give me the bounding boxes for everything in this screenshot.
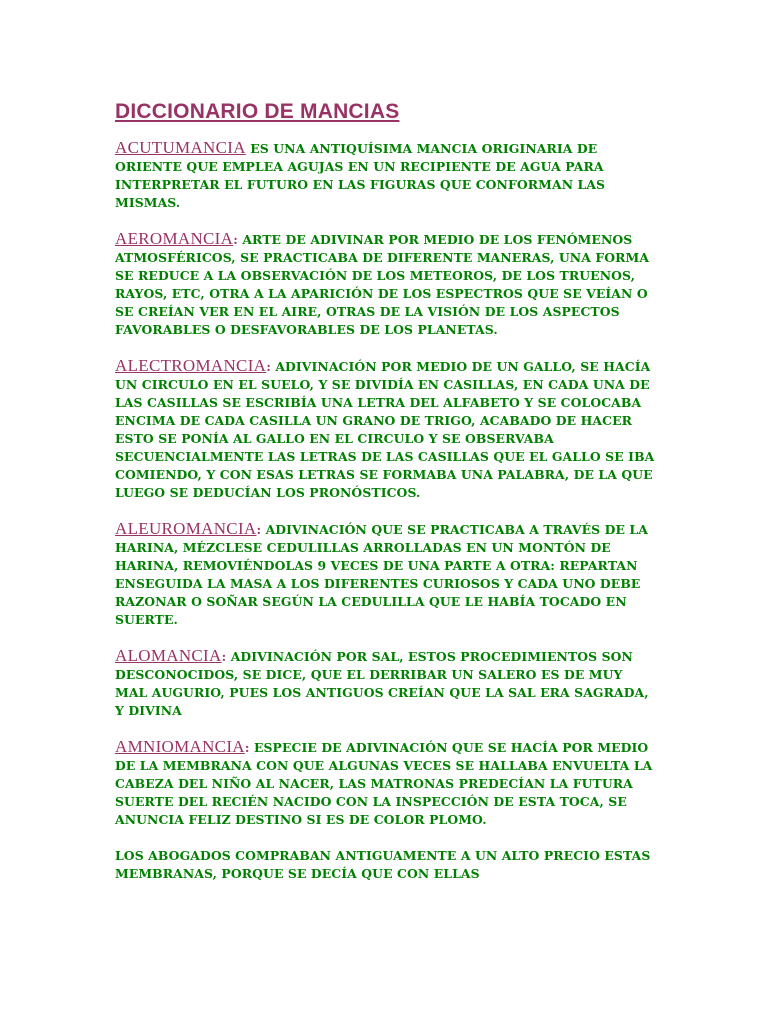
entry-separator: :: [233, 232, 238, 247]
entry-aleuromancia: [115, 520, 655, 629]
entry-separator: :: [221, 649, 227, 664]
page-title: DICCIONARIO DE MANCIAS: [115, 100, 400, 123]
entry-term: AMNIOMANCIA: [115, 737, 245, 756]
entry-term: ALOMANCIA: [115, 646, 222, 665]
entry-definition: ADIVINACIÓN QUE SE PRACTICABA A TRAVÉS DE LA HARINA, MÉZCLESE CEDULILLAS ARROLLADAS EN UN MONTÓN DE HARINA, REMOVIÉNDOLAS 9 VECES DE UNA PARTE A OTRA: REPARTAN ENSEGUIDA LA MASA A LOS DIFERENTES CURIOSOS Y CADA UNO DEBE RAZONAR O SOÑAR SEGÚN LA CEDULILLA QUE LE HABÍA TOCADO EN SUERTE.: [115, 522, 648, 627]
entry-term: ACUTUMANCIA: [115, 138, 246, 157]
entry-alectromancia: [115, 357, 655, 502]
entry-alomancia: [115, 647, 655, 720]
trailing-paragraph: LOS ABOGADOS COMPRABAN ANTIGUAMENTE A UN ALTO PRECIO ESTAS MEMBRANAS, PORQUE SE DECÍA QUE CON ELLAS: [115, 848, 651, 881]
entry-separator: :: [244, 740, 250, 755]
entry-term: ALEUROMANCIA: [115, 519, 257, 538]
entry-term: AEROMANCIA: [115, 229, 234, 248]
document-page: [115, 100, 655, 901]
entry-aeromancia: [115, 230, 655, 339]
entry-definition: ADIVINACIÓN POR SAL, ESTOS PROCEDIMIENTOS SON DESCONOCIDOS, SE DICE, QUE EL DERRIBAR UN SALERO ES DE MUY MAL AUGURIO, PUES LOS ANTIGUOS CREÍAN QUE LA SAL ERA SAGRADA, Y DIVINA: [115, 649, 649, 718]
entry-definition: ADIVINACIÓN POR MEDIO DE UN GALLO, SE HACÍA UN CIRCULO EN EL SUELO, Y SE DIVIDÍA EN CASILLAS, EN CADA UNA DE LAS CASILLAS SE ESCRIBÍA UNA LETRA DEL ALFABETO Y SE COLOCABA ENCIMA DE CADA CASILLA UN GRANO DE TRIGO, ACABADO DE HACER ESTO SE PONÍA AL GALLO EN EL CIRCULO Y SE OBSERVABA SECUENCIALMENTE LAS LETRAS DE LAS CASILLAS QUE EL GALLO SE IBA COMIENDO, Y CON ESAS LETRAS SE FORMABA UNA PALABRA, DE LA QUE LUEGO SE DEDUCÍAN LOS PRONÓSTICOS.: [115, 359, 655, 500]
entry-separator: :: [266, 359, 271, 374]
entry-acutumancia: [115, 139, 655, 212]
entry-amniomancia: [115, 738, 655, 829]
entry-definition: ESPECIE DE ADIVINACIÓN QUE SE HACÍA POR MEDIO DE LA MEMBRANA CON QUE ALGUNAS VECES SE HALLABA ENVUELTA LA CABEZA DEL NIÑO AL NACER, LAS MATRONAS PREDECÍAN LA FUTURA SUERTE DEL RECIÉN NACIDO CON LA INSPECCIÓN DE ESTA TOCA, SE ANUNCIA FELIZ DESTINO SI ES DE COLOR PLOMO.: [115, 740, 653, 827]
entry-term: ALECTROMANCIA: [115, 356, 267, 375]
entry-definition: ARTE DE ADIVINAR POR MEDIO DE LOS FENÓMENOS ATMOSFÉRICOS, SE PRACTICABA DE DIFERENTE MANERAS, UNA FORMA SE REDUCE A LA OBSERVACIÓN DE LOS METEOROS, DE LOS TRUENOS, RAYOS, ETC, OTRA A LA APARICIÓN DE LOS ESPECTROS QUE SE VEÍAN O SE CREÍAN VER EN EL AIRE, OTRAS DE LA VISIÓN DE LOS ASPECTOS FAVORABLES O DESFAVORABLES DE LOS PLANETAS.: [115, 232, 650, 337]
entry-definition: ES UNA ANTIQUÍSIMA MANCIA ORIGINARIA DE ORIENTE QUE EMPLEA AGUJAS EN UN RECIPIENTE DE AGUA PARA INTERPRETAR EL FUTURO EN LAS FIGURAS QUE CONFORMAN LAS MISMAS.: [115, 141, 606, 210]
entry-separator: :: [256, 522, 262, 537]
